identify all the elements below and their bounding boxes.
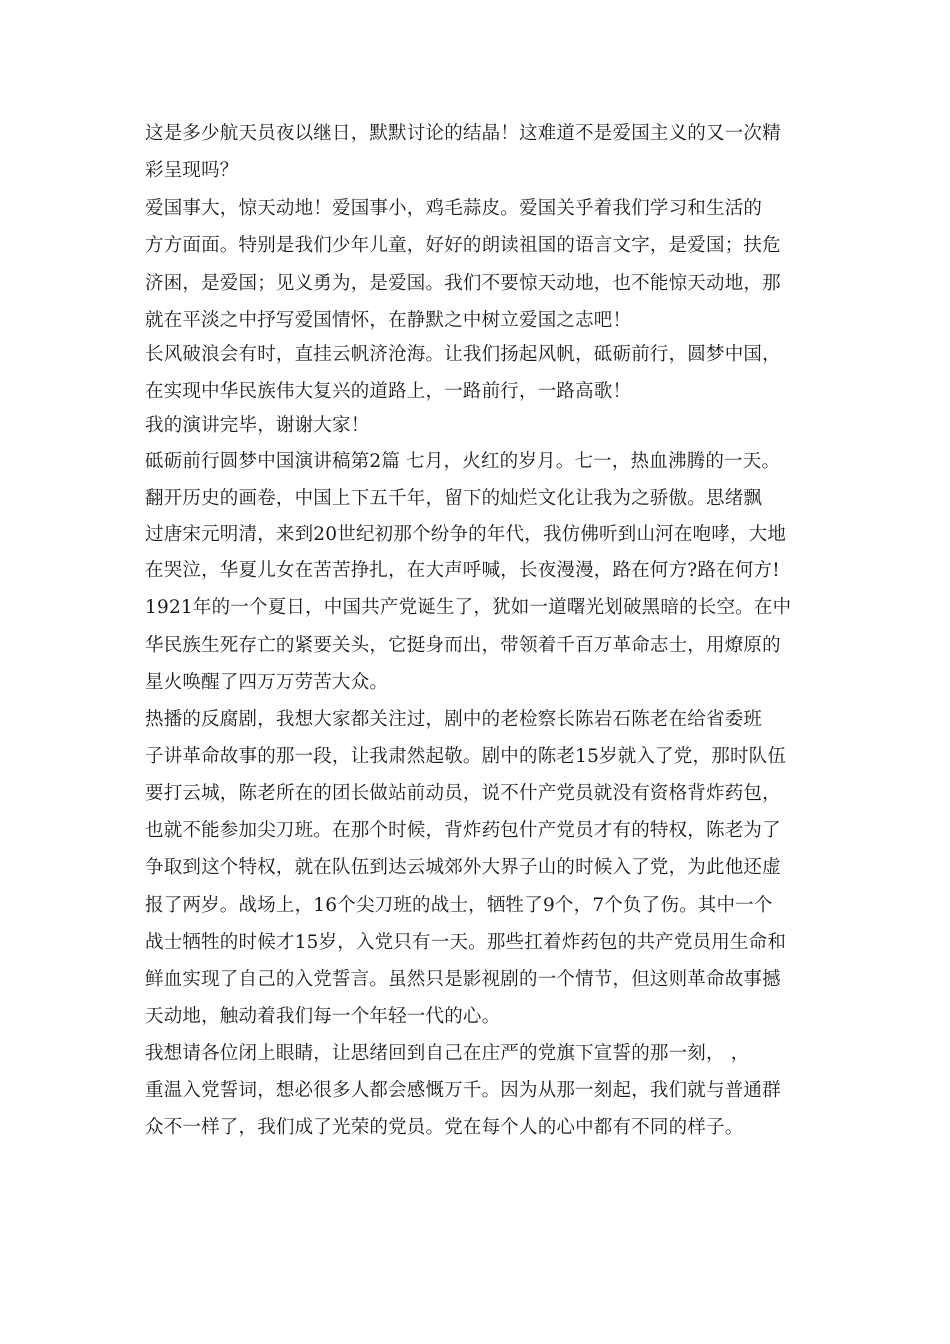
text-line: 也就不能参加尖刀班。在那个时候，背炸药包什产党员才有的特权，陈老为了 [145, 820, 781, 841]
text-line: 济困，是爱国；见义勇为，是爱国。我们不要惊天动地，也不能惊天动地，那 [145, 273, 781, 294]
text-line: 爱国事大，惊天动地！爱国事小，鸡毛蒜皮。爱国关乎着我们学习和生活的 [145, 198, 763, 219]
text-line: 在实现中华民族伟大复兴的道路上，一路前行，一路高歌！ [145, 381, 632, 402]
text-line: 这是多少航天员夜以继日，默默讨论的结晶！这难道不是爱国主义的又一次精 [145, 123, 781, 144]
text-line: 长风破浪会有时，直挂云帆济沧海。让我们扬起风帆，砥砺前行，圆梦中国， [145, 344, 781, 365]
text-line: 众不一样了，我们成了光荣的党员。党在每个人的心中都有不同的样子。 [145, 1117, 744, 1138]
text-line: 方方面面。特别是我们少年儿童，好好的朗读祖国的语言文字，是爱国；扶危 [145, 235, 781, 256]
text-line: 1921年的一个夏日，中国共产党诞生了，犹如一道曙光划破黑暗的长空。在中 [145, 597, 792, 618]
text-line: 要打云城，陈老所在的团长做站前动员，说不什产党员就没有资格背炸药包， [145, 783, 781, 804]
text-line: 争取到这个特权，就在队伍到达云城郊外大界子山的时候入了党，为此他还虚 [145, 857, 781, 878]
text-line: 我的演讲完毕，谢谢大家！ [145, 415, 370, 436]
text-line: 子讲革命故事的那一段，让我肃然起敬。剧中的陈老15岁就入了党，那时队伍 [145, 746, 787, 767]
text-line: 彩呈现吗？ [145, 160, 239, 181]
text-line: 报了两岁。战场上，16个尖刀班的战士，牺牲了9个，7个负了伤。其中一个 [145, 895, 773, 916]
text-line: 过唐宋元明清，来到20世纪初那个纷争的年代，我仿佛听到山河在咆哮，大地 [145, 524, 787, 545]
text-line: 翻开历史的画卷，中国上下五千年，留下的灿烂文化让我为之骄傲。思绪飘 [145, 488, 763, 509]
text-line: 砥砺前行圆梦中国演讲稿第2篇 七月，火红的岁月。七一，热血沸腾的一天。 [145, 451, 781, 472]
text-line: 华民族生死存亡的紧要关头，它挺身而出，带领着千百万革命志士，用燎原的 [145, 635, 781, 656]
text-line: 热播的反腐剧，我想大家都关注过，剧中的老检察长陈岩石陈老在给省委班 [145, 709, 763, 730]
text-line: 重温入党誓词，想必很多人都会感慨万千。因为从那一刻起，我们就与普通群 [145, 1080, 781, 1101]
text-line: 鲜血实现了自己的入党誓言。虽然只是影视剧的一个情节，但这则革命故事撼 [145, 969, 781, 990]
text-line: 就在平淡之中抒写爱国情怀，在静默之中树立爱国之志吧！ [145, 310, 632, 331]
text-line: 在哭泣，华夏儿女在苦苦挣扎，在大声呼喊，长夜漫漫，路在何方?路在何方! [145, 560, 780, 581]
text-line: 战士牺牲的时候才15岁，入党只有一天。那些扛着炸药包的共产党员用生命和 [145, 932, 787, 953]
text-line: 我想请各位闭上眼睛，让思绪回到自己在庄严的党旗下宣誓的那一刻， ， [145, 1043, 750, 1064]
text-line: 天动地，触动着我们每一个年轻一代的心。 [145, 1006, 501, 1027]
text-line: 星火唤醒了四万万劳苦大众。 [145, 672, 389, 693]
